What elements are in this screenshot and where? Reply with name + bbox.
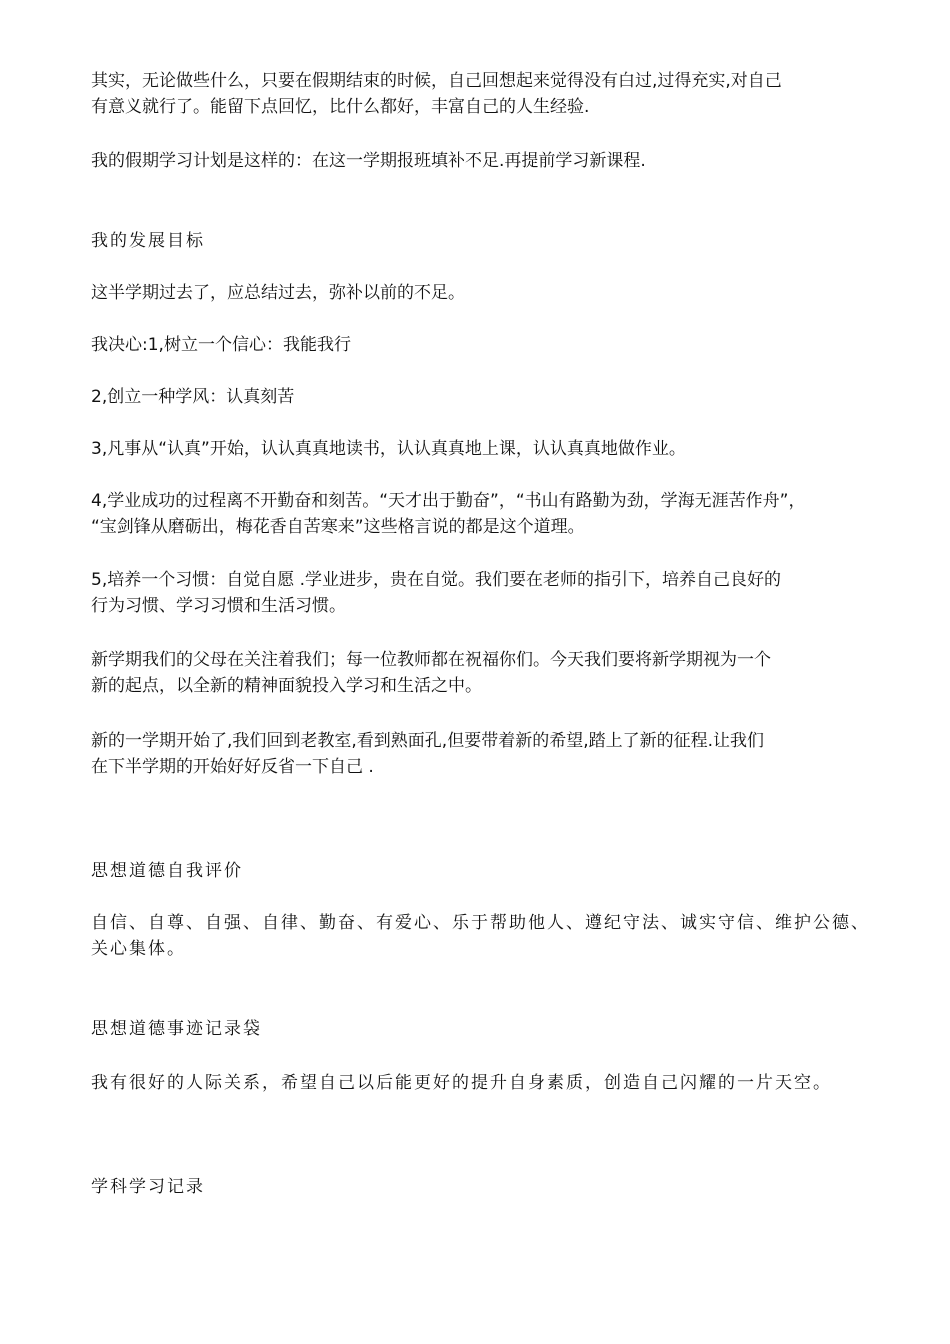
text-line: 我的假期学习计划是这样的：在这一学期报班填补不足.再提前学习新课程. [91, 151, 646, 171]
text-line: 关心集体。 [91, 939, 186, 959]
list-item-resolution-5 [91, 567, 921, 619]
text-line: 新学期我们的父母在关注着我们；每一位教师都在祝福你们。今天我们要将新学期视为一个 [91, 650, 771, 670]
heading-text: 我的发展目标 [91, 231, 205, 251]
list-item-resolution-1 [91, 332, 921, 358]
section-heading-moral-self-evaluation [91, 858, 921, 884]
text-line: 新的起点，以全新的精神面貌投入学习和生活之中。 [91, 676, 482, 696]
text-line: 3,凡事从“认真”开始，认认真真地读书，认认真真地上课，认认真真地做作业。 [91, 439, 686, 459]
paragraph-half-semester [91, 280, 921, 306]
text-line: 其实，无论做些什么，只要在假期结束的时候，自己回想起来觉得没有白过,过得充实,对自己 [91, 71, 782, 91]
text-line: 行为习惯、学习习惯和生活习惯。 [91, 596, 346, 616]
text-line: 这半学期过去了，应总结过去，弥补以前的不足。 [91, 283, 465, 303]
list-item-resolution-2 [91, 384, 921, 410]
paragraph-new-semester [91, 647, 921, 699]
text-line: 5,培养一个习惯：自觉自愿 .学业进步，贵在自觉。我们要在老师的指引下，培养自己良好的 [91, 570, 782, 590]
heading-text: 学科学习记录 [91, 1177, 205, 1197]
list-item-resolution-4 [91, 488, 921, 540]
list-item-resolution-3 [91, 436, 921, 462]
text-line: 在下半学期的开始好好反省一下自己 . [91, 757, 374, 777]
section-heading-development-goals [91, 228, 921, 254]
text-line: 4,学业成功的过程离不开勤奋和刻苦。“天才出于勤奋”，“书山有路勤为劲，学海无涯苦作舟”， [91, 491, 806, 511]
text-line: 新的一学期开始了,我们回到老教室,看到熟面孔,但要带着新的希望,踏上了新的征程.让我们 [91, 731, 765, 751]
paragraph-holiday-reflection [91, 68, 921, 120]
paragraph-moral-qualities [91, 910, 921, 962]
heading-text: 思想道德自我评价 [91, 861, 243, 881]
section-heading-subject-study-record [91, 1174, 921, 1200]
paragraph-new-journey [91, 728, 921, 780]
text-line: 我决心:1,树立一个信心：我能我行 [91, 335, 351, 355]
paragraph-study-plan [91, 148, 921, 174]
text-line: 2,创立一种学风：认真刻苦 [91, 387, 295, 407]
paragraph-interpersonal [91, 1070, 921, 1096]
section-heading-moral-record-bag [91, 1016, 921, 1042]
text-line: 有意义就行了。能留下点回忆，比什么都好，丰富自己的人生经验. [91, 97, 590, 117]
text-line: “宝剑锋从磨砺出，梅花香自苦寒来”这些格言说的都是这个道理。 [91, 517, 585, 537]
text-line: 我有很好的人际关系，希望自己以后能更好的提升自身素质，创造自己闪耀的一片天空。 [91, 1073, 832, 1093]
text-line: 自信、自尊、自强、自律、勤奋、有爱心、乐于帮助他人、遵纪守法、诚实守信、维护公德、 [91, 913, 870, 933]
heading-text: 思想道德事迹记录袋 [91, 1019, 262, 1039]
